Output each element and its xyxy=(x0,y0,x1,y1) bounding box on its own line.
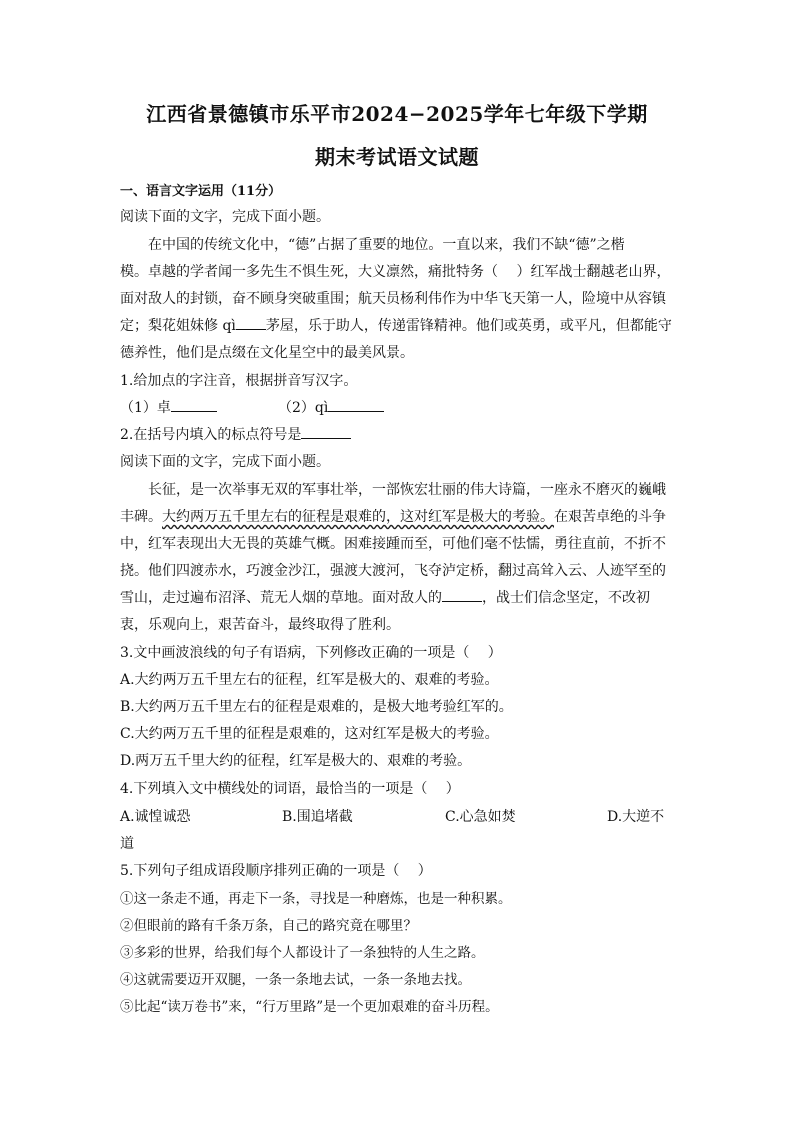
question-3-option-a[interactable]: A.大约两万五千里左右的征程，红军是极大的、艰难的考验。 xyxy=(120,672,499,688)
question-2 xyxy=(120,424,351,444)
question-5: 5.下列句子组成语段顺序排列正确的一项是（ ） xyxy=(120,863,432,879)
question-4: 4.下列填入文中横线处的词语，最恰当的一项是（ ） xyxy=(120,781,460,797)
answer-blank-1a[interactable] xyxy=(171,397,217,412)
exam-title-line2: 期末考试语文试题 xyxy=(315,145,479,169)
sentence-4: ④这就需要迈开双腿，一条一条地去试，一条一条地去找。 xyxy=(120,972,471,988)
passage1-line4-end: 茅屋，乐于助人，传递雷锋精神。他们或英勇，或平凡，但都能守 xyxy=(265,318,672,334)
passage2-line2-start: 丰碑。 xyxy=(120,509,162,525)
pinyin-blank[interactable] xyxy=(236,315,266,330)
question-1a xyxy=(120,397,217,417)
passage1-line5: 德养性，他们是点缀在文化星空中的最美风景。 xyxy=(120,345,414,361)
passage2-line4: 挠。他们四渡赤水，巧渡金沙江，强渡大渡河，飞夺泸定桥，翻过高耸入云、人迹罕至的 xyxy=(120,563,666,579)
sentence-2: ②但眼前的路有千条万条，自己的路究竟在哪里？ xyxy=(120,918,417,934)
question-1b xyxy=(278,397,384,417)
section-heading: 一、语言文字运用（11分） xyxy=(120,184,282,199)
passage1-line3: 面对敌人的封锁，奋不顾身突破重围；航天员杨利伟作为中华飞天第一人，险境中从容镇 xyxy=(120,291,666,307)
sentence-5: ⑤比起“读万卷书”来，“行万里路”是一个更加艰难的奋斗历程。 xyxy=(120,999,499,1015)
question-1a-label: （1）卓 xyxy=(120,400,171,416)
question-3: 3.文中画波浪线的句子有语病，下列修改正确的一项是（ ） xyxy=(120,645,502,661)
passage2-line5-end: ，战士们信念坚定，不改初 xyxy=(482,590,650,606)
passage2-line2-end: 在艰苦卓绝的斗争 xyxy=(554,509,666,525)
exam-title-line1: 江西省景德镇市乐平市2024−2025学年七年级下学期 xyxy=(146,102,648,126)
question-4-option-d-wrap: 道 xyxy=(120,836,134,852)
passage2-line5 xyxy=(120,587,650,607)
passage2-line5-start: 雪山，走过遍布沼泽、荒无人烟的草地。面对敌人的 xyxy=(120,590,442,606)
sentence-3: ③多彩的世界，给我们每个人都设计了一条独特的人生之路。 xyxy=(120,945,485,961)
question-3-option-c[interactable]: C.大约两万五千里的征程是艰难的，这对红军是极大的考验。 xyxy=(120,726,499,742)
passage2-line1: 长征，是一次举事无双的军事壮举，一部恢宏壮丽的伟大诗篇，一座永不磨灭的巍峨 xyxy=(148,482,666,498)
question-1: 1.给加点的字注音，根据拼音写汉字。 xyxy=(120,373,358,389)
passage2-line2 xyxy=(120,506,666,526)
instruction-2: 阅读下面的文字，完成下面小题。 xyxy=(120,454,330,470)
passage1-line2: 模。卓越的学者闻一多先生不惧生死，大义凛然，痛批特务（ ）红军战士翻越老山界， xyxy=(120,264,671,280)
question-4-option-c[interactable]: C.心急如焚 xyxy=(445,809,516,825)
wavy-sentence: 大约两万五千里左右的征程是艰难的，这对红军是极大的考验。 xyxy=(162,509,554,525)
question-1b-label: （2）qì xyxy=(278,400,329,416)
passage1-line1: 在中国的传统文化中，“德”占据了重要的地位。一直以来，我们不缺“德”之楷 xyxy=(148,237,625,253)
passage2-line6: 衷，乐观向上，艰苦奋斗，最终取得了胜利。 xyxy=(120,617,400,633)
question-3-option-b[interactable]: B.大约两万五千里左右的征程是艰难的，是极大地考验红军的。 xyxy=(120,699,513,715)
answer-blank-1b[interactable] xyxy=(328,397,384,412)
passage1-line4 xyxy=(120,315,672,335)
passage-blank[interactable] xyxy=(442,587,482,602)
question-4-option-a[interactable]: A.诚惶诚恐 xyxy=(120,809,191,825)
passage2-line3: 中，红军表现出大无畏的英雄气概。困难接踵而至，可他们毫不怯懦，勇往直前，不折不 xyxy=(120,536,666,552)
sentence-1: ①这一条走不通，再走下一条，寻找是一种磨炼，也是一种积累。 xyxy=(120,891,512,907)
question-4-option-b[interactable]: B.围追堵截 xyxy=(282,809,353,825)
answer-blank-2[interactable] xyxy=(301,424,351,439)
question-3-option-d[interactable]: D.两万五千里大约的征程，红军是极大的、艰难的考验。 xyxy=(120,753,472,769)
question-2-text: 2.在括号内填入的标点符号是 xyxy=(120,427,302,443)
question-4-option-d[interactable]: D.大逆不 xyxy=(607,809,665,825)
instruction-1: 阅读下面的文字，完成下面小题。 xyxy=(120,209,330,225)
passage1-line4-start: 定；梨花姐妹修 qì xyxy=(120,318,236,334)
